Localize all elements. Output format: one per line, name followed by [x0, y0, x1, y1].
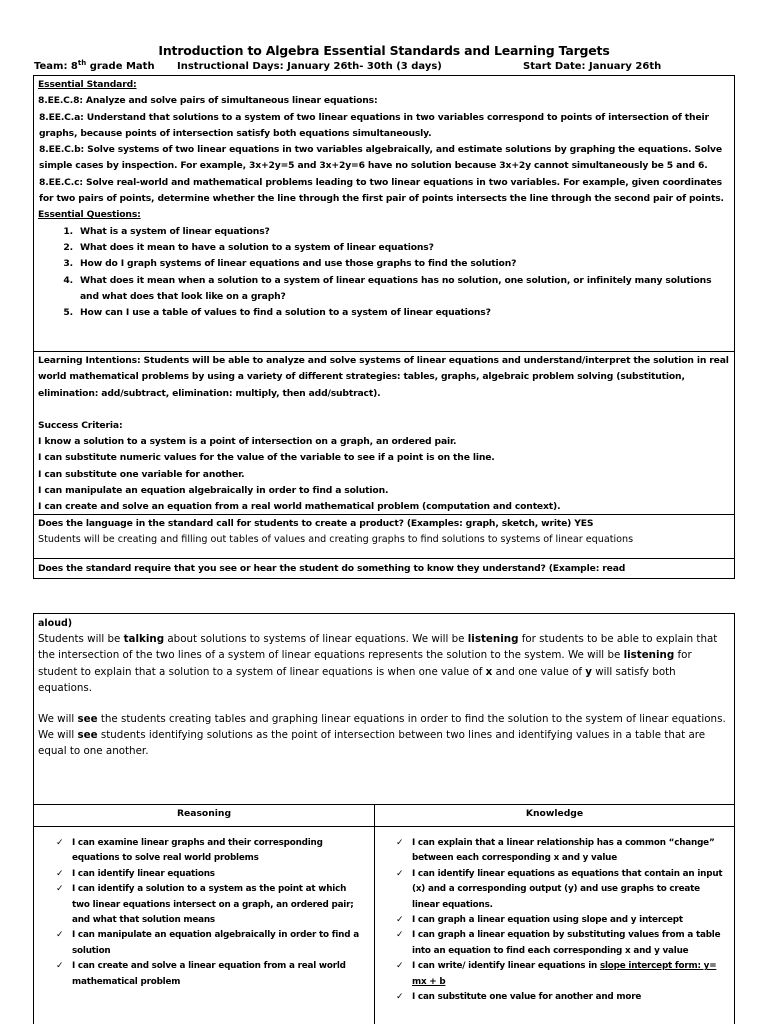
list-item: ✓ I can graph a linear equation by substituting values from a table into an equation to find each corresponding x and y value [396, 930, 721, 956]
standard-line: 8.EE.C.b: Solve systems of two linear equations in two variables algebraically, and estimate solutions by graphing the equations. Solve simple cases by inspection. For example, 3x+2y=5 and 3x+2y=6 have no solution because 3x+2y cannot simultaneously be 5 and 6. [39, 144, 722, 172]
check-icon: ✓ [56, 868, 64, 879]
standard-line: 8.EE.C.a: Understand that solutions to a system of two linear equations in two variables correspond to points of intersection of their graphs, because points of intersection satisfy both equations simultaneously. [39, 111, 709, 139]
essential-standard-box [33, 75, 735, 352]
essential-questions-list [38, 224, 730, 322]
list-item: 5. How can I use a table of values to find a solution to a system of linear equations? [76, 305, 730, 321]
list-item: ✓ I can examine linear graphs and their corresponding equations to solve real world problems [56, 838, 323, 864]
document-title: Introduction to Algebra Essential Standards and Learning Targets [158, 43, 610, 58]
product-question: Does the language in the standard call for students to create a product? (Examples: graph, sketch, write) YES [38, 518, 594, 529]
team-info-line [34, 61, 734, 75]
product-answer: Students will be creating and filling out tables of values and creating graphs to find solutions to systems of linear equations [38, 534, 634, 546]
standard-line: 8.EE.C.c: Solve real-world and mathematical problems leading to two linear equations in two variables. For example, given coordinates for two pairs of points, determine whether the line through the first pair of points intersects the line through the second pair of points. [39, 176, 724, 205]
check-icon: ✓ [396, 961, 404, 972]
seeing-paragraph: We will see the students creating tables and graphing linear equations in order to find the solution to the system of linear equations. We will see students identifying solutions as the point of intersection between two lines and identifying values in a table that are equal to one another. [38, 712, 726, 758]
product-box [33, 515, 735, 559]
check-icon: ✓ [56, 930, 64, 941]
check-icon: ✓ [396, 838, 404, 848]
list-item: I know a solution to a system is a point of intersection on a graph, an ordered pair. [38, 436, 457, 448]
essential-standard-heading: Essential Standard: [38, 79, 137, 90]
check-icon: ✓ [396, 868, 404, 879]
learning-intentions: Learning Intentions: Students will be able to analyze and solve systems of linear equations and understand/interpret the solution in real world mathematical problems by using a variety of different strategies: tables, graphs, algebraic problem solving (substitution, elimination: add/subtract, elimination: multiply, then add/subtract). [38, 355, 729, 399]
list-item: I can substitute one variable for another. [38, 468, 245, 480]
see-hear-continuation: aloud) [38, 618, 73, 629]
list-item: ✓ I can identify a solution to a system as the point at which two linear equations intersect on a graph, an ordered pair; and what that solution means [56, 884, 354, 926]
check-icon: ✓ [56, 884, 64, 895]
list-item: 3. How do I graph systems of linear equations and use those graphs to find the solution? [76, 256, 730, 272]
check-icon: ✓ [396, 992, 404, 1003]
knowledge-list [396, 836, 730, 1005]
list-item: 2. What does it mean to have a solution to a system of linear equations? [76, 240, 730, 256]
talking-listening-paragraph: Students will be talking about solutions to systems of linear equations. We will be listening for students to be able to explain that the intersection of the two lines of a system of linear equations represents the solution to the system. We will be listening for student to explain that a solution to a system of linear equations is when one value of x and one value of y will satisfy both equations. [38, 633, 718, 695]
check-icon: ✓ [396, 915, 404, 926]
check-icon: ✓ [396, 930, 404, 941]
reasoning-list [56, 836, 360, 990]
list-item: ✓ I can identify linear equations as equations that contain an input (x) and a corresponding output (y) and use graphs to create linear equations. [396, 868, 723, 910]
see-hear-box [33, 559, 735, 579]
list-item: ✓ I can write/ identify linear equations in slope intercept form: y= mx + b [396, 961, 717, 987]
list-item: I can substitute numeric values for the value of the variable to see if a point is on the line. [38, 452, 495, 464]
standard-line: 8.EE.C.8: Analyze and solve pairs of simultaneous linear equations: [38, 95, 378, 107]
see-hear-question: Does the standard require that you see or hear the student do something to know they understand? (Example: read [38, 563, 626, 574]
knowledge-column-header: Knowledge [525, 808, 584, 819]
table-top-divider [34, 804, 734, 805]
list-item: ✓ I can graph a linear equation using slope and y intercept [396, 913, 730, 928]
list-item: ✓ I can identify linear equations [56, 867, 360, 882]
list-item: 4. What does it mean when a solution to a system of linear equations has no solution, one solution, or infinitely many solutions and what does that look like on a graph? [76, 273, 730, 306]
learning-intentions-box [33, 352, 735, 515]
page-two-box [33, 613, 735, 1024]
list-item: ✓ I can create and solve a linear equation from a real world mathematical problem [56, 961, 346, 987]
list-item: ✓ I can explain that a linear relationship has a common “change” between each corresponding x and y value [396, 838, 715, 864]
instructional-days: Instructional Days: January 26th- 30th (3 days) [177, 61, 442, 72]
list-item: ✓ I can substitute one value for another and more [396, 990, 730, 1005]
column-divider [374, 804, 375, 1024]
check-icon: ✓ [56, 838, 64, 848]
list-item: ✓ I can manipulate an equation algebraically in order to find a solution [56, 930, 359, 956]
essential-questions-heading: Essential Questions: [38, 209, 141, 221]
check-icon: ✓ [56, 961, 64, 972]
list-item: 1. What is a system of linear equations? [76, 224, 730, 240]
start-date: Start Date: January 26th [523, 61, 662, 72]
team-label: Team: 8th grade Math [34, 59, 155, 72]
success-criteria-heading: Success Criteria: [38, 419, 123, 431]
list-item: I can create and solve an equation from a real world mathematical problem (computation and context). [38, 501, 561, 513]
list-item: I can manipulate an equation algebraically in order to find a solution. [38, 485, 389, 497]
reasoning-column-header: Reasoning [176, 808, 232, 819]
table-header-row [34, 804, 734, 827]
